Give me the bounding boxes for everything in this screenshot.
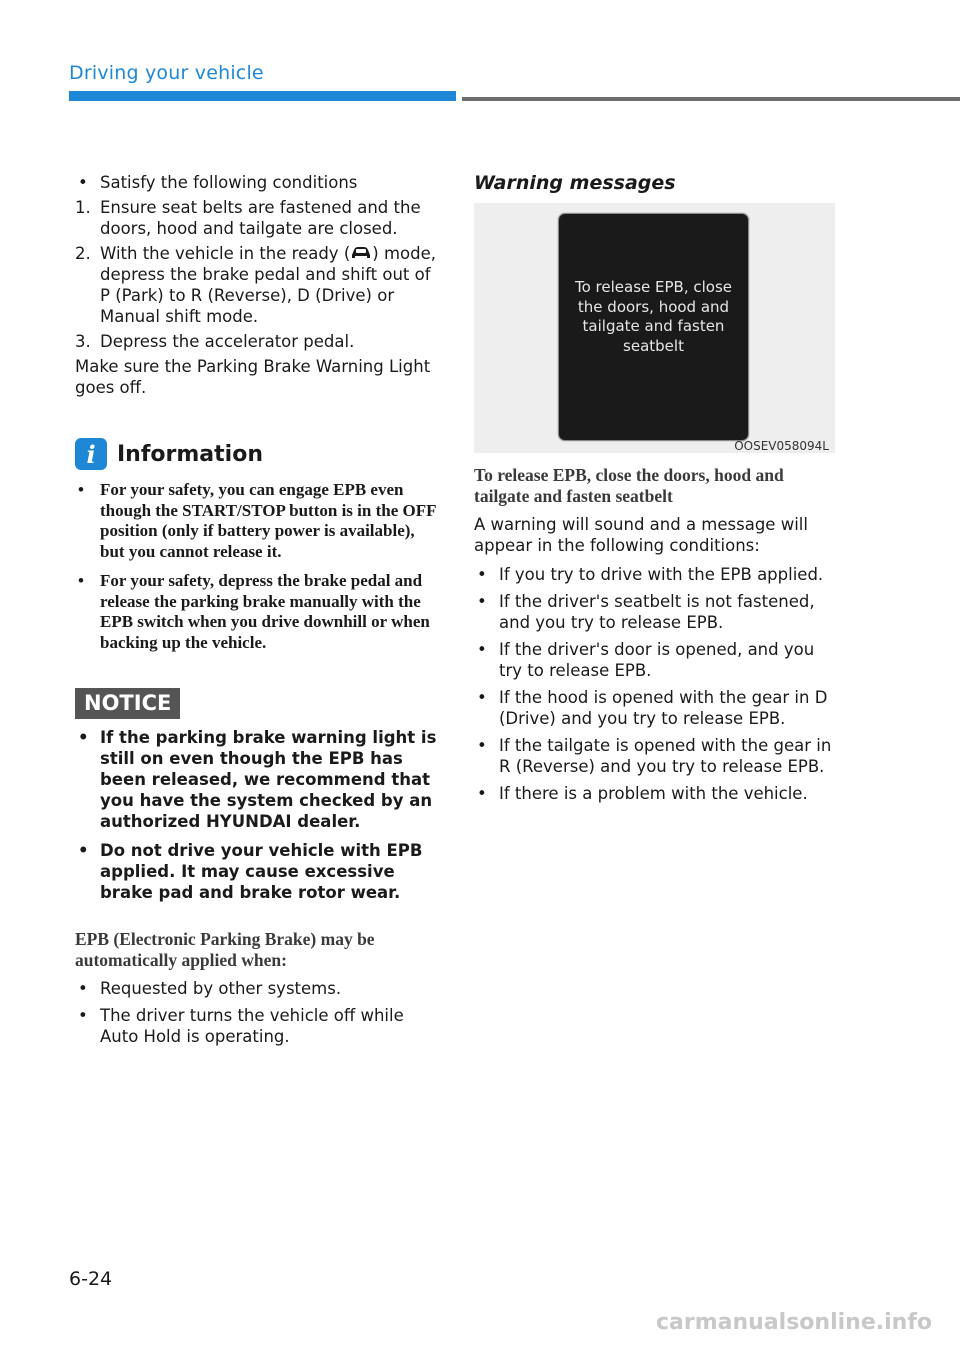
step-text: ) mode, depress the brake pedal and shift out of P (Park) to R (Reverse), D (Drive) or Manual shift mode. [100, 244, 436, 326]
make-sure-text: Make sure the Parking Brake Warning Light goes off. [75, 357, 431, 397]
watermark: carmanualsonline.info [656, 1310, 932, 1335]
warning-messages-title: Warning messages [474, 172, 676, 194]
information-heading [75, 438, 440, 470]
step-number: 3. [75, 332, 91, 351]
conditions-intro: • Satisfy the following conditions [75, 172, 440, 193]
step-number: 1. [75, 198, 91, 217]
display-message: To release EPB, close the doors, hood and tailgate and fasten seatbelt [575, 278, 733, 355]
section-title: Driving your vehicle [69, 62, 264, 84]
list-item: • If the hood is opened with the gear in D (Drive) and you try to release EPB. [474, 687, 839, 729]
list-item: • If there is a problem with the vehicle. [474, 783, 839, 804]
list-item [75, 331, 440, 352]
step-number: 2. [75, 244, 91, 263]
warning-subheading: To release EPB, close the doors, hood and tailgate and fasten seatbelt [474, 465, 784, 506]
notice-label: NOTICE [75, 688, 180, 719]
information-icon: i [75, 438, 107, 470]
information-title: Information [117, 441, 263, 467]
list-item: • If the driver's door is opened, and you try to release EPB. [474, 639, 839, 681]
step-text: Ensure seat belts are fastened and the doors, hood and tailgate are closed. [100, 198, 421, 238]
list-item: • Requested by other systems. [75, 978, 440, 999]
list-item [75, 197, 440, 239]
list-item: • If the parking brake warning light is still on even though the EPB has been released, we recommend that you have the system checked by an authorized HYUNDAI dealer. [75, 727, 440, 832]
step-text: Depress the accelerator pedal. [100, 332, 355, 351]
warning-intro: A warning will sound and a message will appear in the following conditions: [474, 515, 808, 555]
list-item: • For your safety, depress the brake pedal and release the parking brake manually with the EPB switch when you drive downhill or when backing up the vehicle. [75, 571, 440, 653]
list-item: • Do not drive your vehicle with EPB applied. It may cause excessive brake pad and brake rotor wear. [75, 840, 440, 903]
notice-list [75, 727, 440, 903]
warning-conditions-list [474, 564, 839, 804]
warning-figure [474, 203, 835, 453]
information-list [75, 480, 440, 653]
page-number: 6-24 [69, 1268, 113, 1290]
list-item: • If you try to drive with the EPB applied. [474, 564, 839, 585]
epb-auto-list [75, 978, 440, 1047]
list-item: • For your safety, you can engage EPB even though the START/STOP button is in the OFF position (only if battery power is available), but you cannot release it. [75, 480, 440, 562]
step-text: With the vehicle in the ready ( [100, 244, 351, 263]
car-ready-icon [350, 244, 372, 258]
cluster-display [559, 214, 748, 440]
list-item: • The driver turns the vehicle off while Auto Hold is operating. [75, 1005, 440, 1047]
left-column [75, 172, 440, 1053]
list-item [75, 243, 440, 327]
epb-auto-heading: EPB (Electronic Parking Brake) may be automatically applied when: [75, 929, 375, 970]
list-item: • If the tailgate is opened with the gear in R (Reverse) and you try to release EPB. [474, 735, 839, 777]
list-item: • If the driver's seatbelt is not fastened, and you try to release EPB. [474, 591, 839, 633]
right-column [474, 172, 839, 810]
figure-code: OOSEV058094L [734, 439, 829, 453]
header-accent-bar [69, 91, 456, 101]
header-rule [462, 97, 960, 101]
steps-list [75, 197, 440, 352]
